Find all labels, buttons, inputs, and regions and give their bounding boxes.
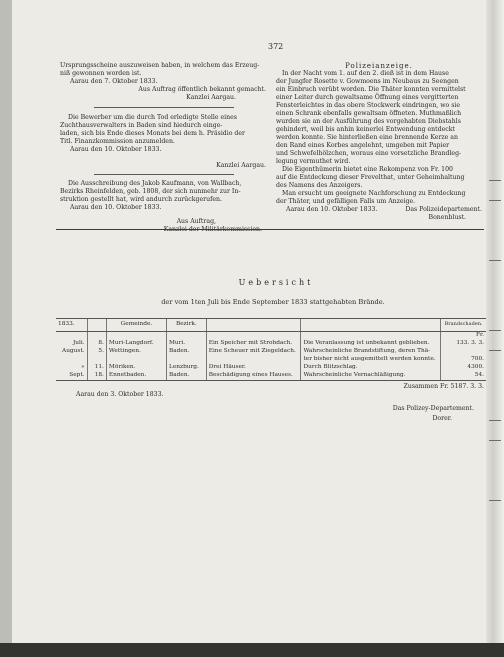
police-line: und Schwefelhölzchen, woraus eine vorsetzliche Brandleg-: [276, 150, 462, 157]
left-column: [60, 180, 266, 234]
cell-cause: Wahrscheinliche Vernachläßigung.: [301, 372, 441, 381]
police-line: den Rand eines Korbes angelehnt, umgeben mit Papier: [276, 142, 450, 149]
cell-place: Möriken.: [106, 364, 166, 372]
notice3-line: struktion gestellt hat, wird andurch zurückgerufen.: [60, 196, 222, 203]
overview-subtitle: der vom 1ten Juli bis Ende September 1833 stattgehabten Brände.: [161, 298, 385, 306]
police-line: des Namens des Anzeigers.: [276, 182, 363, 189]
col-damage: Brandschaden.: [441, 319, 486, 332]
col-district: Bezirk.: [167, 319, 207, 332]
table-row: [56, 340, 486, 348]
notice3-sign: Aus Auftrag,: [176, 218, 216, 225]
police-line: werden konnte. Sie hinterließen eine brennende Kerze an: [276, 134, 458, 141]
cell-cause: Wahrscheinliche Brandstiftung, deren Thä-: [301, 348, 441, 356]
notice3-sign: [60, 226, 266, 234]
police-line: legung vermuthet wird.: [276, 158, 351, 165]
cell-object: Beschädigung eines Hauses.: [206, 372, 301, 381]
cell-cause: ter bisher nicht ausgemittelt werden konnte.: [301, 356, 441, 364]
cell-day: 18.: [87, 372, 106, 381]
table-total: Zusammen Fr. 5187. 3. 3.: [403, 383, 484, 390]
table-row: [56, 372, 486, 381]
police-line: Die Eigenthümerin bietet eine Rekompenz von Fr. 100: [282, 166, 453, 173]
table-row: [56, 356, 486, 364]
cell-district: Lenzburg.: [167, 364, 207, 372]
police-line: In der Nacht vom 1. auf den 2. dieß ist in dem Hause: [282, 70, 449, 77]
cell-place: Wettingen.: [106, 348, 166, 356]
overview-sign: Dorer.: [432, 415, 452, 422]
divider: [94, 174, 234, 175]
police-line: Man ersucht um geeignete Nachforschung zu Entdeckung: [282, 190, 466, 197]
cell-month: Sept.: [56, 372, 87, 381]
police-sign: Das Polizeidepartement.: [405, 206, 482, 213]
cell-place: Muri-Langdorf.: [106, 340, 166, 348]
page-number: 372: [268, 42, 284, 51]
cell-cause: Die Veranlassung ist unbekannt geblieben.: [301, 340, 441, 348]
cell-month: »: [81, 364, 85, 370]
left-column: [60, 114, 266, 170]
fire-table: [56, 318, 486, 381]
notice2-sign: Kanzlei Aargau.: [216, 162, 266, 169]
scan-border: [0, 643, 504, 657]
notice1-sign: Kanzlei Aargau.: [186, 94, 236, 101]
police-line: der Jungfer Rosette v. Gowmoens im Neubaus zu Seengen: [276, 78, 459, 85]
cell-object: Eine Scheuer mit Ziegeldach.: [206, 348, 301, 356]
col-year: 1833.: [56, 319, 87, 332]
left-column: [60, 62, 266, 102]
cell-district: Muri.: [167, 340, 207, 348]
right-column: [276, 62, 482, 214]
page-edge: [486, 0, 504, 657]
police-line: der Thäter, und gefälligen Falls um Anzeige.: [276, 198, 416, 205]
police-line: gehindert, weil bis anhin keinerlei Entwendung entdeckt: [276, 126, 455, 133]
cell-amount: 700.: [441, 356, 486, 364]
notice1-line: Ursprungsscheine auszuweisen haben, in welchem das Erzeug-: [60, 62, 260, 69]
scanned-page: [12, 0, 486, 643]
notice1-sign: Aus Auftrag öffentlich bekannt gemacht.: [138, 86, 266, 93]
cell-place: Ennetbaden.: [106, 372, 166, 381]
notice2-date: Aarau den 10. Oktober 1833.: [70, 146, 162, 153]
notice3-line: Bezirks Rheinfelden, geb. 1808, der sich nunmehr zur In-: [60, 188, 241, 195]
cell-day: 11.: [87, 364, 106, 372]
cell-month: August.: [62, 348, 85, 354]
police-sign: Bonenblust.: [428, 214, 466, 221]
cell-month: Juli.: [72, 340, 85, 346]
notice2-line: laden, sich bis Ende dieses Monats bei dem h. Präsidio der: [60, 130, 246, 137]
police-date: Aarau den 10. Oktober 1833.: [286, 206, 378, 213]
police-line: auf die Entdeckung dieser Frevelthat, unter Geheimhaltung: [276, 174, 465, 181]
cell-district: Baden.: [167, 372, 207, 381]
notice2-line: Titl. Finanzkommission anzumelden.: [60, 138, 175, 145]
notice3-date: Aarau den 10. Oktober 1833.: [70, 204, 162, 211]
notice3-line: Die Ausschreibung des Jakob Kaufmann, von Wallbach,: [68, 180, 242, 187]
police-line: wurden sie an der Ausführung des vorgehabten Diebstahls: [276, 118, 461, 125]
notice1-line: niß gewonnen worden ist.: [60, 70, 142, 77]
section-rule: [56, 229, 484, 230]
cell-amount: 54.: [441, 372, 486, 381]
cell-amount: [441, 348, 486, 356]
cell-day: 5.: [87, 348, 106, 356]
cell-cause: Durch Blitzschlag.: [301, 364, 441, 372]
table-row: [56, 348, 486, 356]
cell-amount: 133. 3. 3.: [441, 340, 486, 348]
divider: [94, 107, 234, 108]
cell-day: 8.: [87, 340, 106, 348]
col-currency: Fr.: [441, 332, 486, 341]
notice2-line: Die Bewerber um die durch Tod erledigte Stelle eines: [68, 114, 237, 121]
notice2-line: Zuchthausverwalters in Baden sind hiedurch einge-: [60, 122, 223, 129]
overview-date: Aarau den 3. Oktober 1833.: [76, 391, 164, 398]
cell-object: Drei Häuser.: [206, 364, 301, 372]
overview-title: Uebersicht: [238, 278, 314, 287]
col-place: Gemeinde.: [106, 319, 166, 332]
police-line: Fensterleichtes in das obere Stockwerk eindringen, wo sie: [276, 102, 461, 109]
overview-sign: Das Polizey-Departement.: [392, 405, 474, 412]
cell-district: Baden.: [167, 348, 207, 356]
police-line: einen Schrank ebenfalls gewaltsam öffneten. Muthmaßlich: [276, 110, 462, 117]
notice1-date: Aarau den 7. Oktober 1833.: [70, 78, 158, 85]
police-line: einer Leiter durch gewaltsame Öffnung eines vergitterten: [276, 94, 459, 101]
cell-amount: 4300.: [441, 364, 486, 372]
police-heading: Polizeianzeige.: [345, 62, 413, 70]
cell-object: Ein Speicher mit Strohdach.: [206, 340, 301, 348]
table-row: [56, 364, 486, 372]
police-line: ein Einbruch verübt worden. Die Thäter konnten vermittelst: [276, 86, 466, 93]
